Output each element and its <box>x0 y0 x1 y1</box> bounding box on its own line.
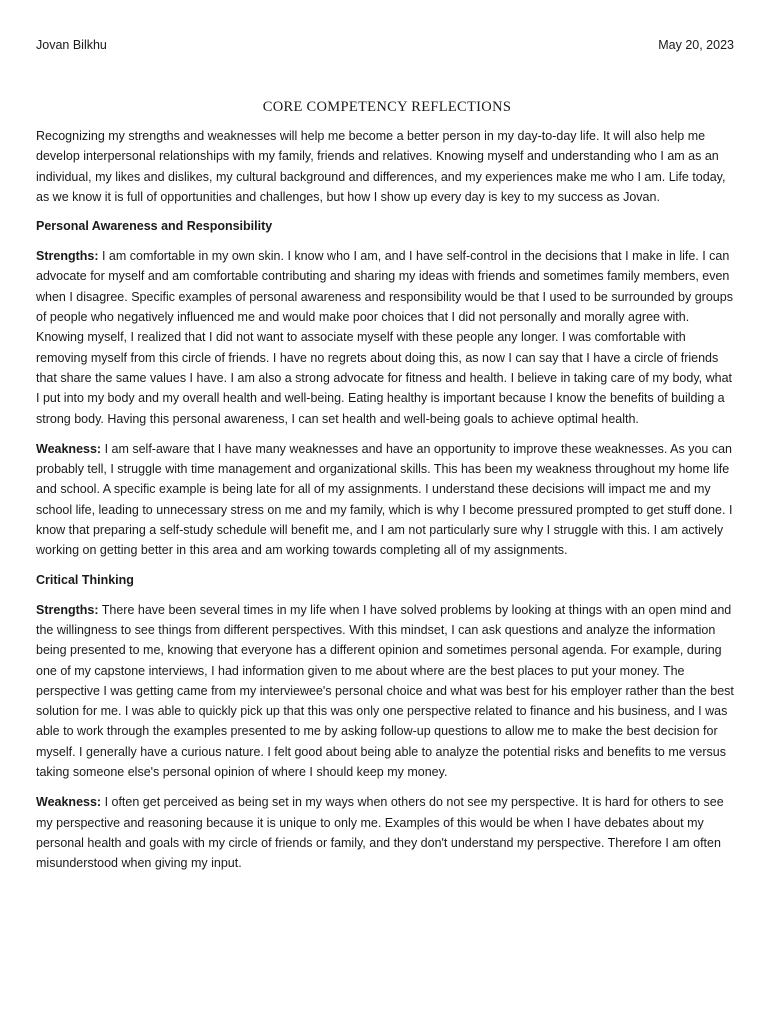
weakness-text: I often get perceived as being set in my ways when others do not see my perspective. It is hard for others to see my perspective and reasoning because it is unique to only me. Examples of this would be when I have debates about my personal health and goals with my circle of friends or family, and they don't understand my perspective. Therefore I am often misunderstood when giving my input. <box>36 795 724 871</box>
strengths-text: There have been several times in my life when I have solved problems by looking at things with an open mind and the willingness to see things from different perspectives. With this mindset, I can ask questions and analyze the information being presented to me, knowing that everyone has a different opinion and sometimes personal agenda. For example, during one of my capstone interviews, I had information given to me about where are the best places to put your money. The perspective I was getting came from my interviewee's personal choice and what was best for his employer rather than the best solution for me. I was able to quickly pick up that this was only one perspective related to finance and his business, and I was able to work through the examples presented to me by asking follow-up questions to allow me to make the best decision for myself. I generally have a curious nature. I felt good about being able to analyze the potential risks and benefits to me versus taking someone else's personal opinion of where I should keep my money. <box>36 602 734 780</box>
author-name: Jovan Bilkhu <box>36 38 107 52</box>
weakness-text: I am self-aware that I have many weaknesses and have an opportunity to improve these weaknesses. As you can probably tell, I struggle with time management and organizational skills. This has been my weakness throughout my home life and school. A specific example is being late for all of my assignments. I understand these decisions will impact me and my school life, leading to unnecessary stress on me and my family, which is why I become pressured prompted to get stuff done. I know that preparing a self-study schedule will benefit me, and I am not particularly sure why I struggle with this. I am actively working on getting better in this area and am working towards completing all of my assignments. <box>36 441 733 558</box>
weakness-paragraph <box>36 439 738 561</box>
document-page <box>36 36 738 874</box>
section-personal-awareness <box>36 216 738 560</box>
weakness-label: Weakness: <box>36 795 102 810</box>
intro-paragraph: Recognizing my strengths and weaknesses will help me become a better person in my day-to-day life. It will also help me develop interpersonal relationships with my family, friends and relatives. Knowing myself and understanding who I am as an individual, my likes and dislikes, my cultural background and differences, and my experiences make me who I am. Life today, as we know it is full of opportunities and challenges, but how I show up every day is key to my success as Jovan. <box>36 129 726 204</box>
weakness-label: Weakness: <box>36 441 102 456</box>
section-heading: Personal Awareness and Responsibility <box>36 219 273 234</box>
strengths-text: I am comfortable in my own skin. I know who I am, and I have self-control in the decisions that I make in life. I can advocate for myself and am comfortable contributing and sharing my ideas with friends and sometimes family members, even when I disagree. Specific examples of personal awareness and responsibility would be that I used to be surrounded by groups of people who negatively influenced me and would make poor choices that I did not personally and morally agree with. Knowing myself, I realized that I did not want to associate myself with these people any longer. I was comfortable with removing myself from this circle of friends. I have no regrets about doing this, as now I can say that I have a circle of friends that share the same values I have. I am also a strong advocate for fitness and health. I believe in taking care of my body, what I put into my body and my overall health and well-being. Eating healthy is important because I know the benefits of building a strong body. Having this personal awareness, I can set health and well-being goals to achieve optimal health. <box>36 249 733 426</box>
weakness-paragraph <box>36 792 738 873</box>
strengths-label: Strengths: <box>36 249 99 264</box>
strengths-paragraph <box>36 600 738 783</box>
document-header <box>36 36 734 54</box>
document-date: May 20, 2023 <box>658 38 734 52</box>
strengths-label: Strengths: <box>36 602 99 617</box>
section-critical-thinking <box>36 570 738 874</box>
document-title: CORE COMPETENCY REFLECTIONS <box>262 99 512 115</box>
strengths-paragraph <box>36 246 738 429</box>
section-heading: Critical Thinking <box>36 572 134 587</box>
